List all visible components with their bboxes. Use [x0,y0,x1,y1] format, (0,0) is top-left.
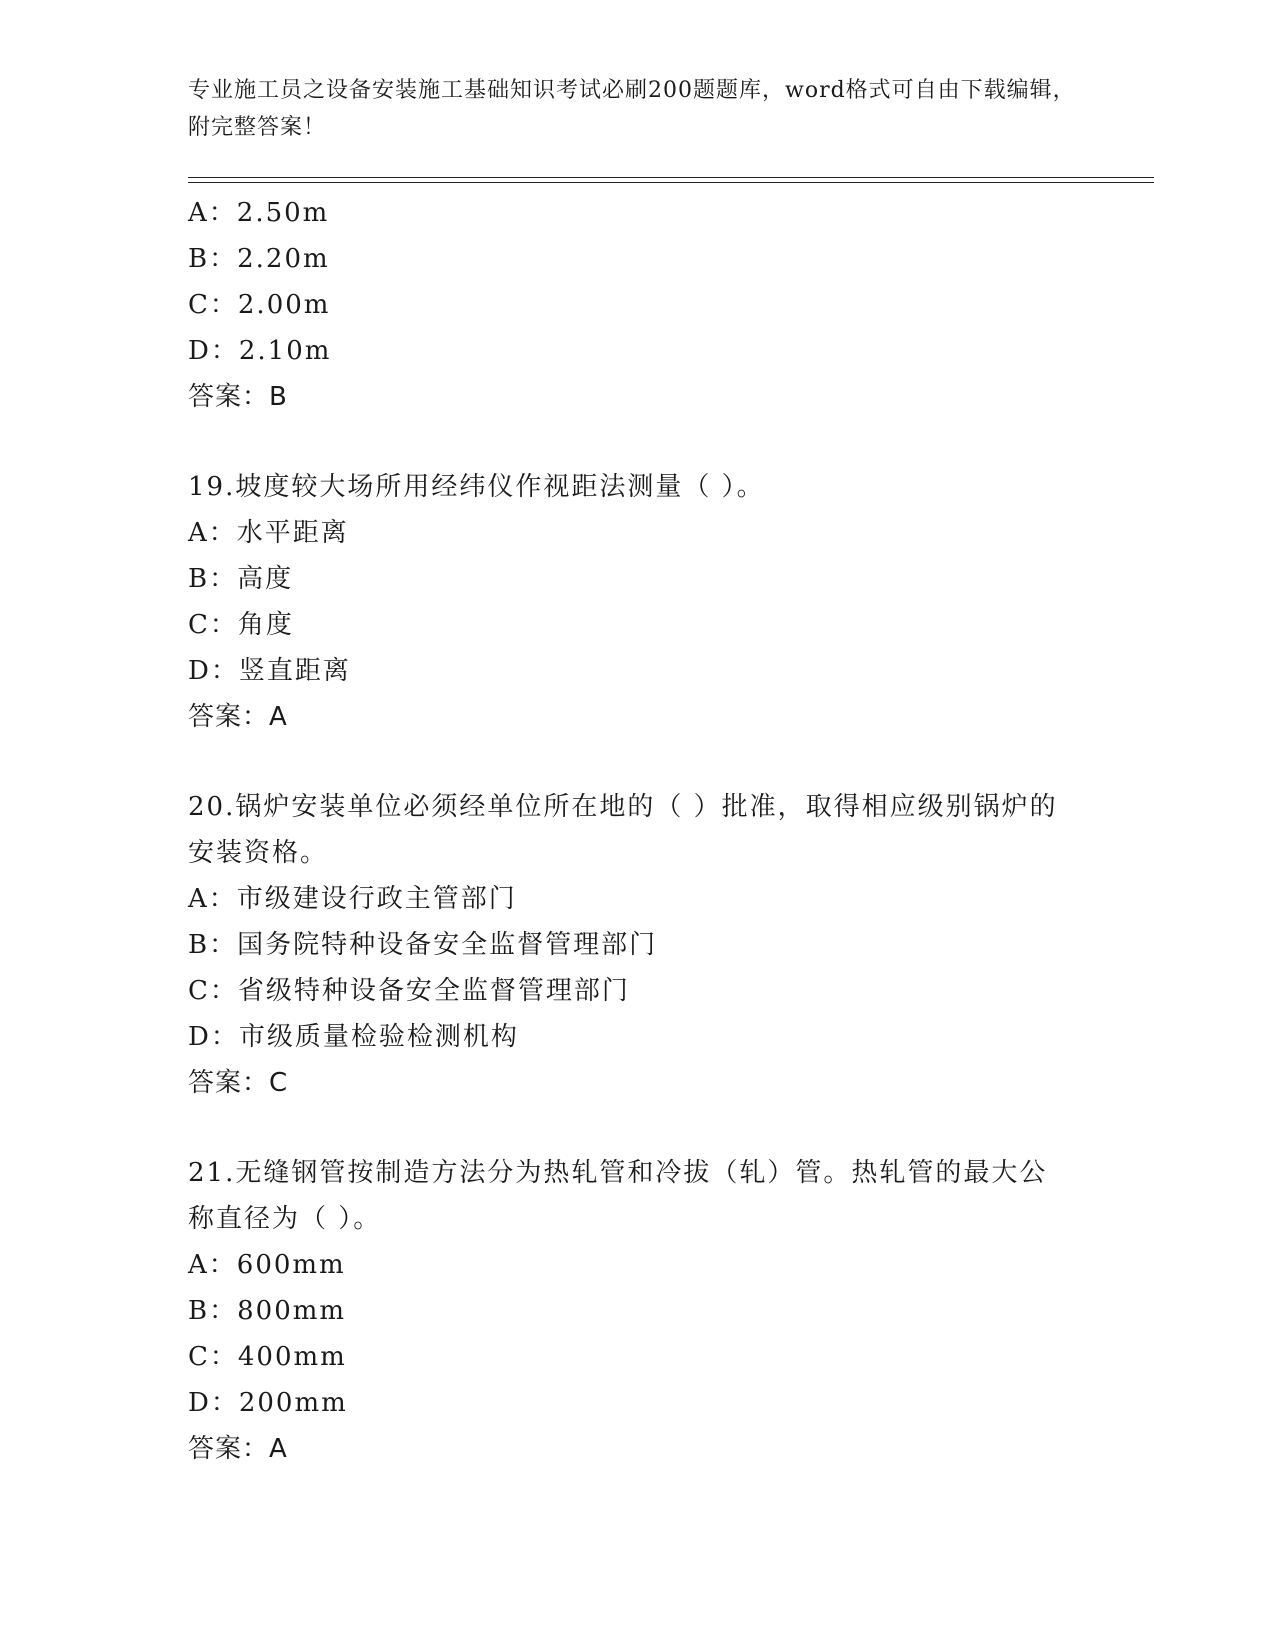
question-text: 20.锅炉安装单位必须经单位所在地的（ ）批准，取得相应级别锅炉的安装资格。 [188,792,1058,868]
option-d: D：2.10m [188,336,332,366]
answer-line: 答案：B [188,382,288,412]
option-b: B：国务院特种设备安全监督管理部门 [188,930,658,960]
answer-line: 答案：A [188,702,288,732]
option-b: B：800mm [188,1296,347,1326]
option-a: A：2.50m [188,198,330,228]
option-c: C：角度 [188,610,294,640]
document-body [188,190,1088,1472]
answer-line: 答案：C [188,1068,289,1098]
answer-line: 答案：A [188,1434,288,1464]
question-block-21 [188,1150,1088,1472]
option-c: C：2.00m [188,290,331,320]
document-header [188,72,1088,146]
header-rule-bottom [188,182,1154,183]
question-text: 21.无缝钢管按制造方法分为热轧管和冷拔（轧）管。热轧管的最大公称直径为（ ）。 [188,1158,1048,1234]
spacer [188,1106,1088,1150]
question-block-20 [188,784,1088,1106]
option-c: C：省级特种设备安全监督管理部门 [188,976,630,1006]
option-a: A：水平距离 [188,518,349,548]
spacer [188,740,1088,784]
header-text: 专业施工员之设备安装施工基础知识考试必刷200题题库，word格式可自由下载编辑，附完整答案！ [188,78,1076,140]
option-c: C：400mm [188,1342,347,1372]
option-d: D：200mm [188,1388,348,1418]
spacer [188,420,1088,464]
question-block-19 [188,464,1088,740]
option-b: B：2.20m [188,244,330,274]
option-b: B：高度 [188,564,294,594]
option-a: A：市级建设行政主管部门 [188,884,517,914]
question-block-18 [188,190,1088,420]
option-d: D：竖直距离 [188,656,351,686]
option-d: D：市级质量检验检测机构 [188,1022,519,1052]
question-text: 19.坡度较大场所用经纬仪作视距法测量（ ）。 [188,472,765,502]
option-a: A：600mm [188,1250,346,1280]
header-rule-top [188,177,1154,178]
